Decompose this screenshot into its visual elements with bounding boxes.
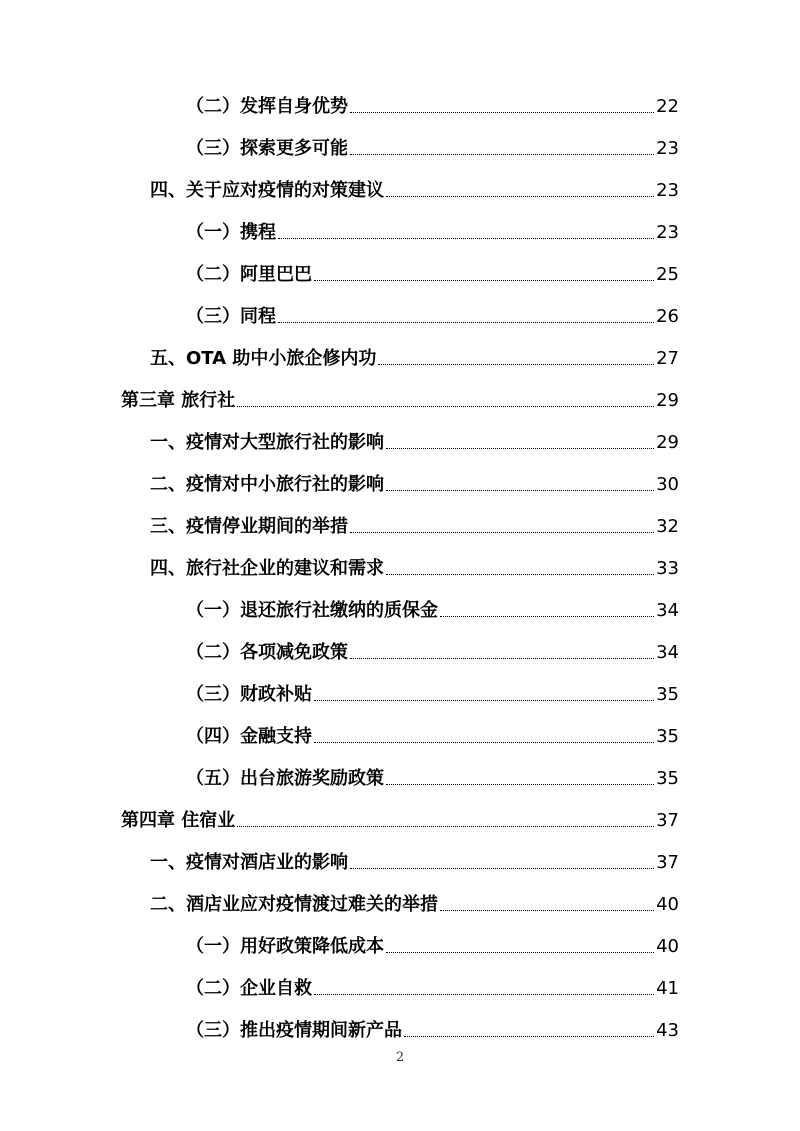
- toc-entry-label: 一、疫情对大型旅行社的影响: [150, 432, 384, 453]
- dot-leader: [314, 994, 654, 995]
- dot-leader: [314, 280, 654, 281]
- toc-entry-page: 33: [656, 558, 679, 579]
- toc-entry-page: 27: [656, 348, 679, 369]
- dot-leader: [404, 1036, 654, 1037]
- toc-entry-page: 37: [656, 852, 679, 873]
- toc-entry-page: 43: [656, 1020, 679, 1041]
- toc-entry-label: （五）出台旅游奖励政策: [186, 768, 384, 789]
- dot-leader: [314, 742, 654, 743]
- toc-entry-label: （三）推出疫情期间新产品: [186, 1020, 402, 1041]
- dot-leader: [350, 532, 654, 533]
- toc-entry[interactable]: [121, 384, 679, 412]
- toc-entry[interactable]: [186, 930, 679, 958]
- toc-entry-label: （一）退还旅行社缴纳的质保金: [186, 600, 438, 621]
- toc-entry-label: （一）携程: [186, 222, 276, 243]
- toc-entry-label: （三）财政补贴: [186, 684, 312, 705]
- toc-entry-page: 23: [656, 222, 679, 243]
- toc-entry-page: 23: [656, 138, 679, 159]
- dot-leader: [278, 322, 654, 323]
- dot-leader: [386, 574, 654, 575]
- toc-entry-label: 二、酒店业应对疫情渡过难关的举措: [150, 894, 438, 915]
- toc-entry[interactable]: [186, 678, 679, 706]
- toc-entry-page: 30: [656, 474, 679, 495]
- toc-entry[interactable]: [186, 1014, 679, 1042]
- toc-entry-page: 29: [656, 432, 679, 453]
- toc-entry[interactable]: [150, 342, 679, 370]
- toc-entry[interactable]: [150, 174, 679, 202]
- toc-entry[interactable]: [150, 846, 679, 874]
- toc-entry-page: 34: [656, 642, 679, 663]
- toc-entry-page: 22: [656, 96, 679, 117]
- toc-entry-page: 35: [656, 768, 679, 789]
- toc-entry-page: 35: [656, 726, 679, 747]
- toc-entry-page: 35: [656, 684, 679, 705]
- toc-entry-label: 四、关于应对疫情的对策建议: [150, 180, 384, 201]
- toc-entry[interactable]: [186, 258, 679, 286]
- toc-entry-page: 34: [656, 600, 679, 621]
- toc-entry-page: 23: [656, 180, 679, 201]
- dot-leader: [378, 364, 654, 365]
- toc-entry-label: （三）探索更多可能: [186, 138, 348, 159]
- toc-entry[interactable]: [186, 762, 679, 790]
- dot-leader: [350, 868, 654, 869]
- toc-entry[interactable]: [150, 426, 679, 454]
- dot-leader: [350, 658, 654, 659]
- toc-entry-page: 41: [656, 978, 679, 999]
- toc-entry-page: 40: [656, 936, 679, 957]
- toc-entry[interactable]: [150, 888, 679, 916]
- toc-entry[interactable]: [186, 972, 679, 1000]
- toc-entry-label: 三、疫情停业期间的举措: [150, 516, 348, 537]
- dot-leader: [440, 616, 654, 617]
- page-number: 2: [395, 1050, 405, 1065]
- toc-entry-label: 第四章 住宿业: [121, 810, 236, 831]
- toc-entry[interactable]: [186, 216, 679, 244]
- toc-entry-label: 第三章 旅行社: [121, 390, 236, 411]
- toc-entry-label: （三）同程: [186, 306, 276, 327]
- dot-leader: [386, 784, 654, 785]
- toc-entry-label: 五、OTA 助中小旅企修内功: [150, 348, 377, 369]
- toc-entry-label: 四、旅行社企业的建议和需求: [150, 558, 384, 579]
- toc-entry-label: 二、疫情对中小旅行社的影响: [150, 474, 384, 495]
- toc-entry[interactable]: [186, 594, 679, 622]
- dot-leader: [278, 238, 654, 239]
- toc-entry-label: （二）企业自救: [186, 978, 312, 999]
- toc-entry[interactable]: [150, 510, 679, 538]
- dot-leader: [386, 952, 654, 953]
- toc-entry-label: （二）阿里巴巴: [186, 264, 312, 285]
- dot-leader: [314, 700, 654, 701]
- toc-entry[interactable]: [150, 552, 679, 580]
- dot-leader: [386, 448, 654, 449]
- dot-leader: [386, 490, 654, 491]
- toc-entry[interactable]: [186, 132, 679, 160]
- toc-entry[interactable]: [186, 300, 679, 328]
- toc-entry[interactable]: [186, 636, 679, 664]
- toc-entry-label: （二）发挥自身优势: [186, 96, 348, 117]
- toc-entry[interactable]: [121, 804, 679, 832]
- toc-entry-page: 26: [656, 306, 679, 327]
- dot-leader: [237, 826, 654, 827]
- toc-entry-label: （四）金融支持: [186, 726, 312, 747]
- toc-entry-label: （二）各项减免政策: [186, 642, 348, 663]
- toc-entry-page: 25: [656, 264, 679, 285]
- dot-leader: [350, 154, 654, 155]
- dot-leader: [237, 406, 654, 407]
- toc-entry-page: 37: [656, 810, 679, 831]
- toc-entry[interactable]: [186, 90, 679, 118]
- toc-entry-page: 29: [656, 390, 679, 411]
- toc-entry[interactable]: [186, 720, 679, 748]
- toc-entry-page: 40: [656, 894, 679, 915]
- toc-entry-page: 32: [656, 516, 679, 537]
- toc-entry[interactable]: [150, 468, 679, 496]
- dot-leader: [386, 196, 654, 197]
- toc-entry-label: 一、疫情对酒店业的影响: [150, 852, 348, 873]
- dot-leader: [440, 910, 654, 911]
- toc-entry-label: （一）用好政策降低成本: [186, 936, 384, 957]
- dot-leader: [350, 112, 654, 113]
